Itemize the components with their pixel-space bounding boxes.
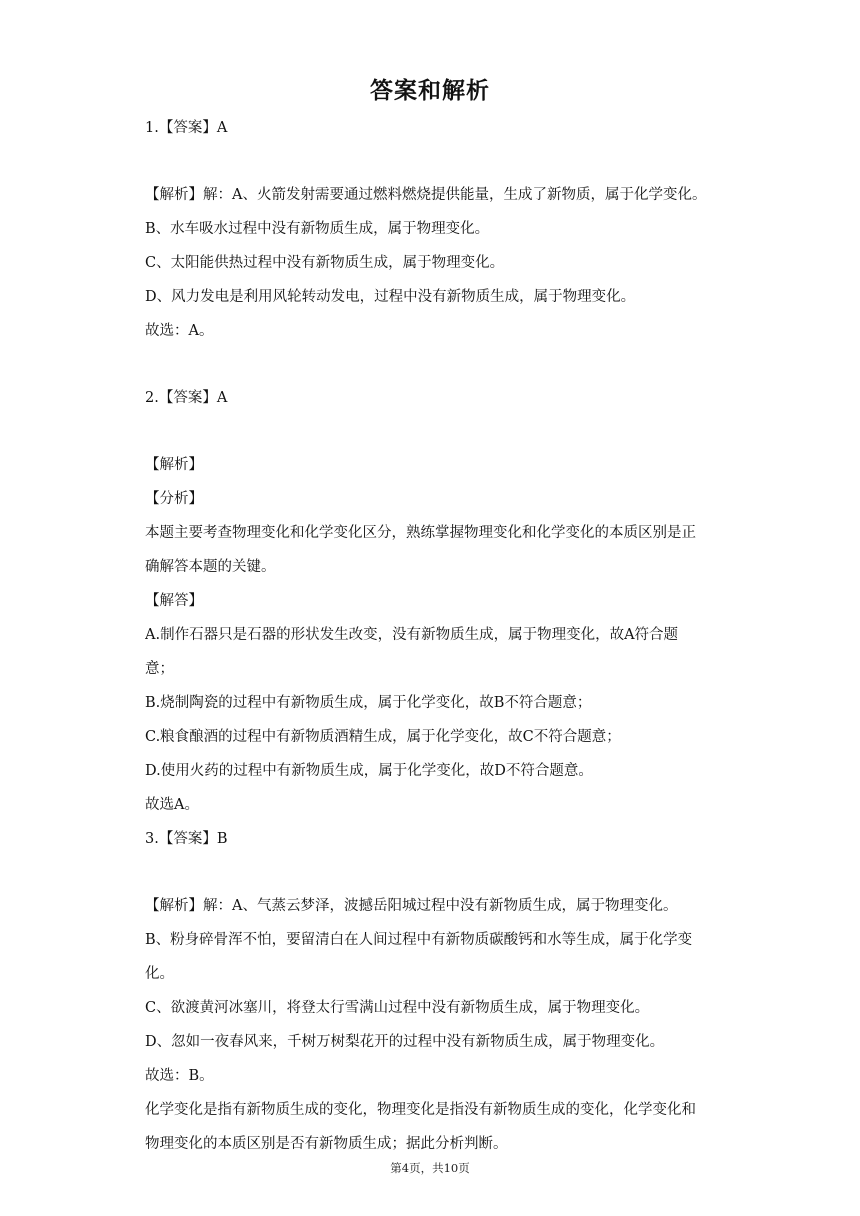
page-number-footer: 第4页，共10页	[390, 1161, 470, 1175]
answer-2-header: 2.【答案】A	[145, 390, 228, 406]
answer-2-fenxi-line-2: 确解答本题的关键。	[145, 559, 276, 575]
answer-2-line-d: D.使用火药的过程中有新物质生成，属于化学变化，故D不符合题意。	[145, 763, 593, 779]
answer-1-choice: 故选：A。	[145, 323, 214, 339]
answer-3-line-b-cont: 化。	[145, 966, 174, 982]
page-title: 答案和解析	[370, 78, 490, 104]
answer-3-analysis: 【解析】解：A、气蒸云梦泽，波撼岳阳城过程中没有新物质生成，属于物理变化。	[145, 898, 678, 914]
answer-3-line-b: B、粉身碎骨浑不怕，要留清白在人间过程中有新物质碳酸钙和水等生成，属于化学变	[145, 932, 693, 948]
answer-1-line-b: B、水车吸水过程中没有新物质生成，属于物理变化。	[145, 221, 490, 237]
answer-1-line-c: C、太阳能供热过程中没有新物质生成，属于物理变化。	[145, 255, 505, 271]
answer-1-header: 1.【答案】A	[145, 120, 228, 136]
answer-2-line-a-cont: 意；	[145, 661, 174, 677]
answer-3-summary-1: 化学变化是指有新物质生成的变化，物理变化是指没有新物质生成的变化，化学变化和	[145, 1102, 696, 1118]
answer-2-fenxi-label: 【分析】	[145, 491, 203, 507]
answer-2-line-b: B.烧制陶瓷的过程中有新物质生成，属于化学变化，故B不符合题意；	[145, 695, 592, 711]
answer-2-line-c: C.粮食酿酒的过程中有新物质酒精生成，属于化学变化，故C不符合题意；	[145, 729, 621, 745]
answer-1-analysis: 【解析】解：A、火箭发射需要通过燃料燃烧提供能量，生成了新物质，属于化学变化。	[145, 187, 707, 203]
answer-2-choice: 故选A。	[145, 797, 199, 813]
answer-3-choice: 故选：B。	[145, 1068, 214, 1084]
answer-2-fenxi-line-1: 本题主要考查物理变化和化学变化区分，熟练掌握物理变化和化学变化的本质区别是正	[145, 525, 696, 541]
answer-2-line-a: A.制作石器只是石器的形状发生改变，没有新物质生成，属于物理变化，故A符合题	[145, 627, 679, 643]
answer-2-jieda-label: 【解答】	[145, 593, 203, 609]
answer-1-line-d: D、风力发电是利用风轮转动发电，过程中没有新物质生成，属于物理变化。	[145, 289, 636, 305]
answer-3-line-d: D、忽如一夜春风来，千树万树梨花开的过程中没有新物质生成，属于物理变化。	[145, 1034, 665, 1050]
answer-2-analysis-label: 【解析】	[145, 457, 203, 473]
answer-3-header: 3.【答案】B	[145, 831, 228, 847]
answer-3-summary-2: 物理变化的本质区别是否有新物质生成；据此分析判断。	[145, 1136, 508, 1152]
answer-3-line-c: C、欲渡黄河冰塞川，将登太行雪满山过程中没有新物质生成，属于物理变化。	[145, 1000, 650, 1016]
